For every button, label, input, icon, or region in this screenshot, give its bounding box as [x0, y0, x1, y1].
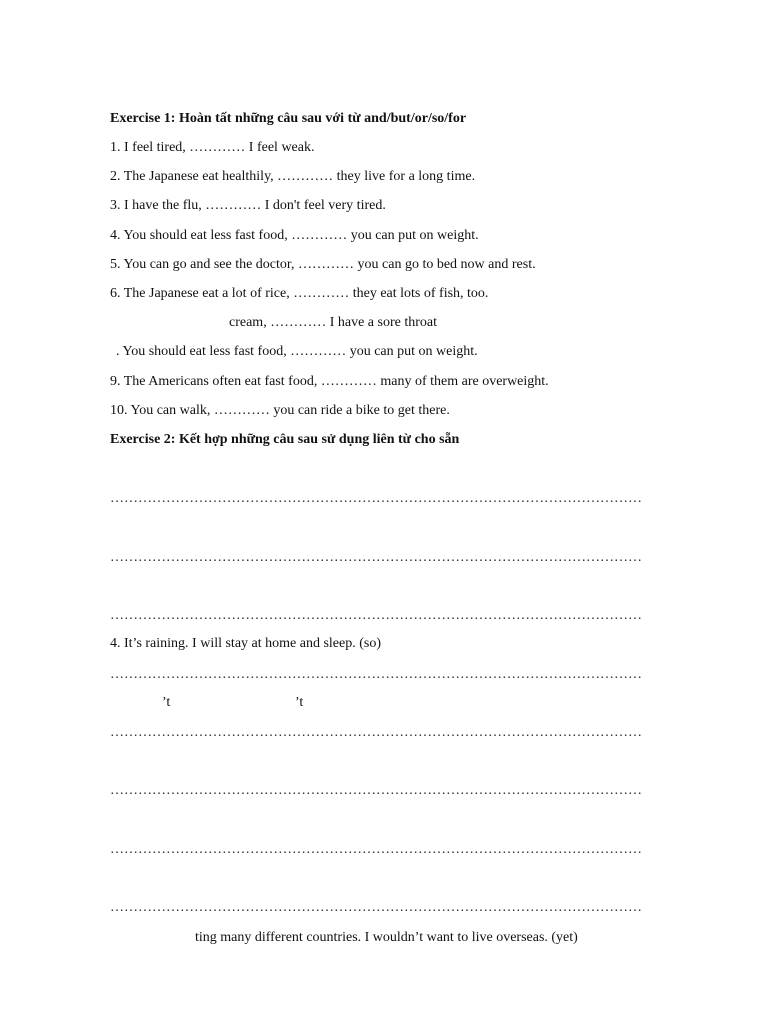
- answer-dotted-line-2: ……………………………………………………………………………………………………: [110, 550, 642, 565]
- exercise1-heading: Exercise 1: Hoàn tất những câu sau với từ and/but/or/so/for: [110, 111, 467, 126]
- exercise1-item-7-fragment: cream, ………… I have a sore throat: [229, 315, 437, 330]
- exercise1-item-8-fragment: . You should eat less fast food, ………… you can put on weight.: [116, 344, 478, 359]
- exercise1-item-6: 6. The Japanese eat a lot of rice, ………… they eat lots of fish, too.: [110, 286, 489, 301]
- exercise2-fragment-b: ’t: [295, 695, 304, 710]
- answer-dotted-line-3: ……………………………………………………………………………………………………: [110, 608, 642, 623]
- answer-dotted-line-5: ……………………………………………………………………………………………………: [110, 725, 642, 740]
- exercise1-item-10: 10. You can walk, ………… you can ride a bike to get there.: [110, 403, 450, 418]
- exercise1-item-3: 3. I have the flu, ………… I don't feel very tired.: [110, 198, 386, 213]
- answer-dotted-line-1: ……………………………………………………………………………………………………: [110, 491, 642, 506]
- exercise1-item-9: 9. The Americans often eat fast food, ………… many of them are overweight.: [110, 374, 549, 389]
- exercise1-item-2: 2. The Japanese eat healthily, ………… they live for a long time.: [110, 169, 476, 184]
- answer-dotted-line-8: ……………………………………………………………………………………………………: [110, 900, 642, 915]
- exercise1-item-1: 1. I feel tired, ………… I feel weak.: [110, 140, 315, 155]
- answer-dotted-line-7: ……………………………………………………………………………………………………: [110, 842, 642, 857]
- answer-dotted-line-6: ……………………………………………………………………………………………………: [110, 783, 642, 798]
- exercise2-fragment-a: ’t: [162, 695, 171, 710]
- exercise1-item-5: 5. You can go and see the doctor, ………… you can go to bed now and rest.: [110, 257, 536, 272]
- exercise2-item-4: 4. It’s raining. I will stay at home and sleep. (so): [110, 636, 381, 651]
- exercise2-heading: Exercise 2: Kết hợp những câu sau sử dụng liên từ cho sẵn: [110, 432, 460, 447]
- exercise2-last-item-fragment: ting many different countries. I wouldn’t want to live overseas. (yet): [195, 930, 578, 945]
- exercise1-item-4: 4. You should eat less fast food, ………… you can put on weight.: [110, 228, 479, 243]
- answer-dotted-line-4: ……………………………………………………………………………………………………: [110, 667, 642, 682]
